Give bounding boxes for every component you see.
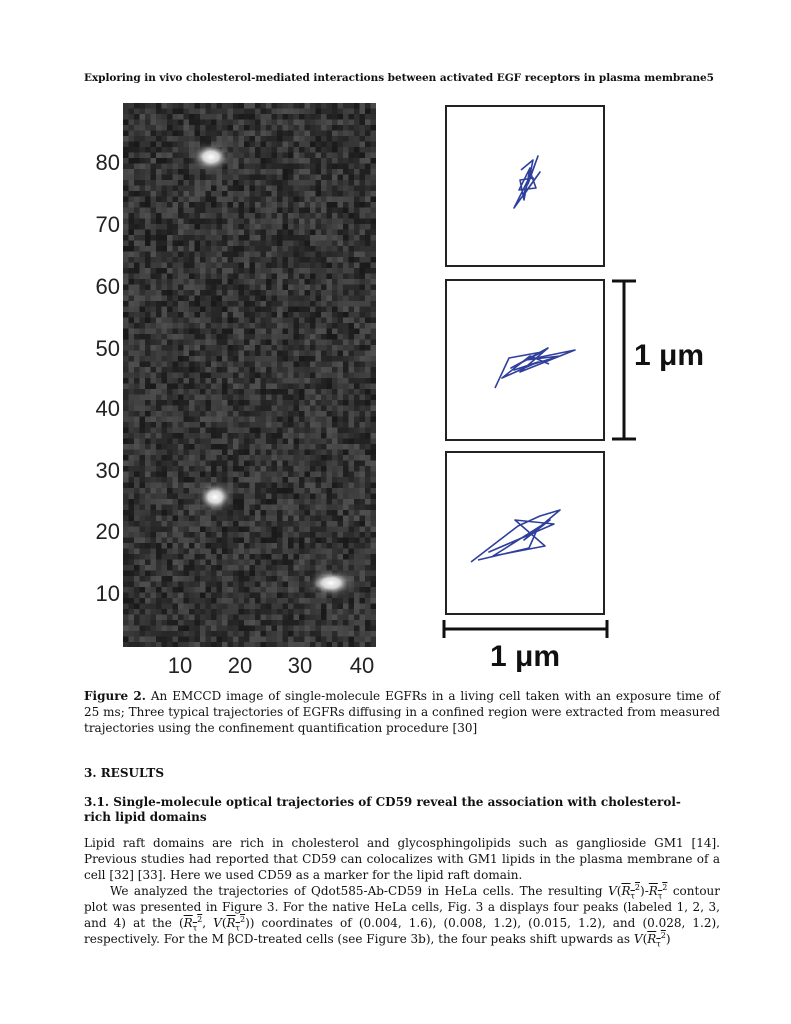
scale-bar-vertical <box>612 281 704 439</box>
math-formula: $V(R_\tau^2)$ <box>633 931 671 949</box>
x-tick-label: 20 <box>227 653 253 678</box>
fluorescent-spot <box>189 141 233 173</box>
emccd-image <box>123 103 376 647</box>
math-formula: ($R_\tau^2$, $V(R_\tau^2)$) <box>178 915 255 933</box>
paragraph: Lipid raft domains are rich in cholesterol and glycosphingolipids such as ganglioside GM1 [14]. Previous studies had reported that CD59 can colocalizes with GM1 lipids in the plasma membrane of a cell [32] [33]. Here we used CD59 as a marker for the lipid raft domain. <box>84 836 720 882</box>
scale-bar-horizontal-label: 1 μm <box>489 640 561 673</box>
fluorescent-spot <box>305 568 357 598</box>
y-tick-label: 30 <box>95 458 120 483</box>
subsection-heading: 3.1. Single-molecule optical trajectories of CD59 reveal the association with cholesterol-rich lipid domains <box>84 795 681 824</box>
running-head: Exploring in vivo cholesterol-mediated interactions between activated EGF receptors in plasma membrane5 <box>84 72 714 84</box>
paragraph-text: We analyzed the trajectories of Qdot585-Ab-CD59 in HeLa cells. The resulting <box>110 884 609 898</box>
paragraph-text: coordinates of (0.004, 1.6), (0.008, 1.2), (0.015, 1.2), and (0.028, 1.2), respectively. For the M βCD-treated cells (see Figure 3b), the four peaks shift upwards as <box>84 916 720 946</box>
y-tick-label: 50 <box>95 336 120 361</box>
paragraph-text: contour plot was presented in Figure 3. For the native HeLa cells, Fig. 3 a displays four peaks (labeled 1, 2, 3, and 4) at the <box>84 884 721 930</box>
fluorescent-spot <box>195 480 235 514</box>
scale-bar-vertical-label: 1 μm <box>634 339 705 372</box>
y-tick-label: 10 <box>95 581 120 606</box>
scale-bar-horizontal <box>444 620 607 673</box>
figure-caption-label: Figure 2. <box>84 689 146 703</box>
section-heading: 3. RESULTS <box>84 766 165 780</box>
x-tick-label: 30 <box>287 653 313 678</box>
x-tick-label: 40 <box>349 653 375 678</box>
figure-caption <box>84 688 720 736</box>
y-tick-label: 80 <box>95 150 120 175</box>
figure-caption-text: An EMCCD image of single-molecule EGFRs in a living cell taken with an exposure time of 25 ms; Three typical trajectories of EGFRs diffusing in a confined region were extracted from measured trajectories using the confinement quantification procedure [30] <box>84 689 720 735</box>
paragraph <box>84 883 720 947</box>
trajectory-panel <box>446 106 604 266</box>
x-tick-label: 10 <box>167 653 193 678</box>
y-tick-label: 60 <box>95 274 120 299</box>
trajectory-panel <box>446 280 604 440</box>
math-formula: $V(R_\tau^2)-R_\tau^2$ <box>608 883 668 901</box>
y-tick-label: 70 <box>95 212 120 237</box>
y-tick-label: 40 <box>95 396 120 421</box>
y-tick-label: 20 <box>95 519 120 544</box>
trajectory-panel <box>446 452 604 614</box>
